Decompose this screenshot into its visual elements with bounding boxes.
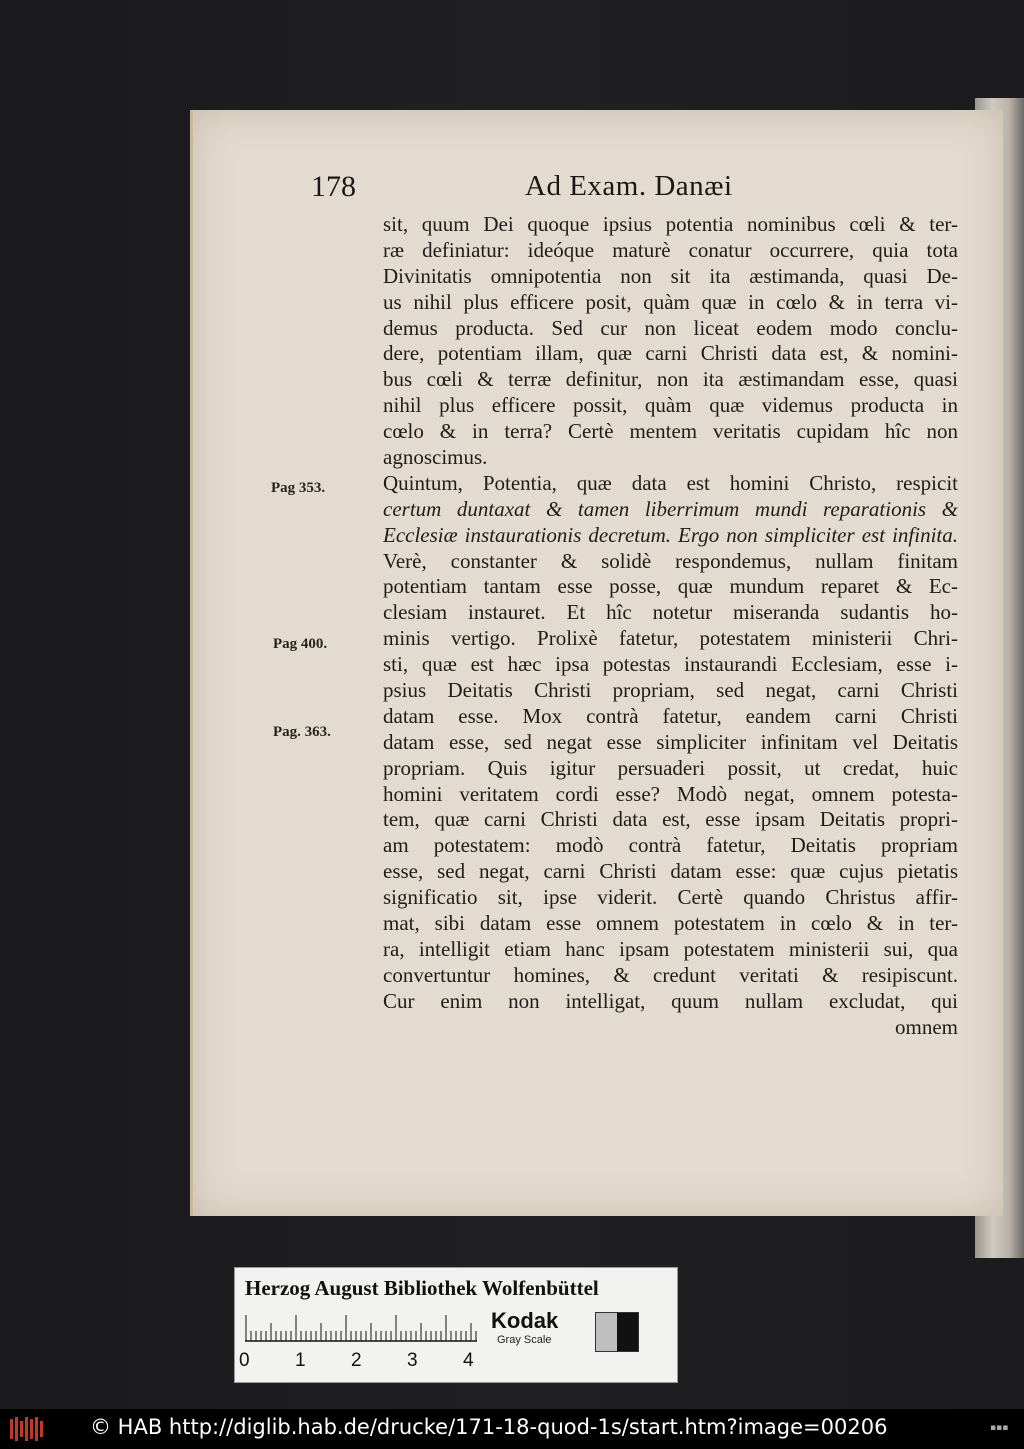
text-line: dere, potentiam illam, quæ carni Christi data est, & nomini- [383,341,958,366]
light-swatch [596,1313,617,1351]
running-title: Ad Exam. Danæi [525,170,733,202]
text-line: Verè, constanter & solidè respondemus, nullam finitam [383,548,958,573]
text-line: propriam. Quis igitur persuaderi possit, ut credat, huic [383,755,958,780]
text-line: us nihil plus efficere posit, quàm quæ in cœlo & in terra vi- [383,289,958,314]
gray-scale-label: Gray Scale [497,1334,552,1346]
margin-note-pag-353: Pag 353. [271,480,326,496]
footer-mark: ▪▪▪ [990,1423,1009,1433]
gray-swatch [595,1312,639,1352]
page-header [311,170,911,210]
text-line: nihil plus efficere possit, quàm quæ videmus producta in [383,393,958,418]
text-line: minis vertigo. Prolixè fatetur, potestatem ministerii Chri- [383,626,958,651]
text-line: Divinitatis omnipotentia non sit ita æstimanda, quasi De- [383,263,958,288]
page-number: 178 [311,170,356,203]
footer-bar [0,1409,1024,1449]
ruler-number: 0 [239,1350,250,1371]
text-line: homini veritatem cordi esse? Modò negat, omnem potesta- [383,781,958,806]
text-line: ra, intelligit etiam hanc ipsam potestatem ministerii sui, qua [383,936,958,961]
text-line: Ecclesiæ instaurationis decretum. Ergo non simpliciter est infinita. [383,522,958,547]
library-name: Herzog August Bibliothek Wolfenbüttel [245,1276,599,1300]
text-line: ræ definiatur: ideóque maturè conatur occurrere, quia tota [383,237,958,262]
book-page [190,110,1003,1216]
text-line: datam esse, sed negat esse simpliciter infinitam vel Deitatis [383,729,958,754]
text-line: demus producta. Sed cur non liceat eodem modo conclu- [383,315,958,340]
text-line: significatio sit, ipse viderit. Certè quando Christus affir- [383,885,958,910]
hab-logo-icon [8,1415,48,1443]
text-line: clesiam instauret. Et hîc notetur miseranda sudantis ho- [383,600,958,625]
color-calibration-bar [234,1267,678,1383]
text-line: am potestatem: modò contrà fatetur, Deitatis propriam [383,833,958,858]
measurement-ruler [245,1314,477,1342]
dark-swatch [617,1313,638,1351]
margin-note-pag-363: Pag. 363. [273,724,331,740]
text-line: sit, quum Dei quoque ipsius potentia nominibus cœli & ter- [383,212,958,236]
text-line: sti, quæ est hæc ipsa potestas instaurandi Ecclesiam, esse i- [383,652,958,677]
text-line: tem, quæ carni Christi data est, esse ipsam Deitatis propri- [383,807,958,832]
text-line: cœlo & in terra? Certè mentem veritatis cupidam hîc non [383,419,958,444]
ruler-number: 2 [351,1350,362,1371]
text-line: Cur enim non intelligat, quum nullam excludat, qui [383,988,958,1013]
text-line: Quintum, Potentia, quæ data est homini Christo, respicit [383,470,958,495]
ruler-number: 1 [295,1350,306,1371]
text-line: psius Deitatis Christi propriam, sed negat, carni Christi [383,678,958,703]
ruler-number: 3 [407,1350,418,1371]
ruler-numbers [239,1350,479,1372]
text-line: datam esse. Mox contrà fatetur, eandem carni Christi [383,703,958,728]
text-line: convertuntur homines, & credunt veritati & resipiscunt. [383,962,958,987]
copyright-url: © HAB http://diglib.hab.de/drucke/171-18-quod-1s/start.htm?image=00206 [90,1415,888,1439]
ruler-number: 4 [463,1350,474,1371]
text-line: bus cœli & terræ definitur, non ita æstimandam esse, quasi [383,367,958,392]
text-line: certum duntaxat & tamen liberrimum mundi reparationis & [383,496,958,521]
text-line: potentiam tantam esse posse, quæ mundum reparet & Ec- [383,574,958,599]
text-line: mat, sibi datam esse omnem potestatem in cœlo & in ter- [383,911,958,936]
margin-note-pag-400: Pag 400. [273,636,328,652]
text-line: esse, sed negat, carni Christi datam esse: quæ cujus pietatis [383,859,958,884]
kodak-brand: Kodak [491,1308,559,1333]
body-text [383,212,958,1041]
text-line: agnoscimus. [383,445,488,470]
text-line: omnem [895,1014,958,1039]
